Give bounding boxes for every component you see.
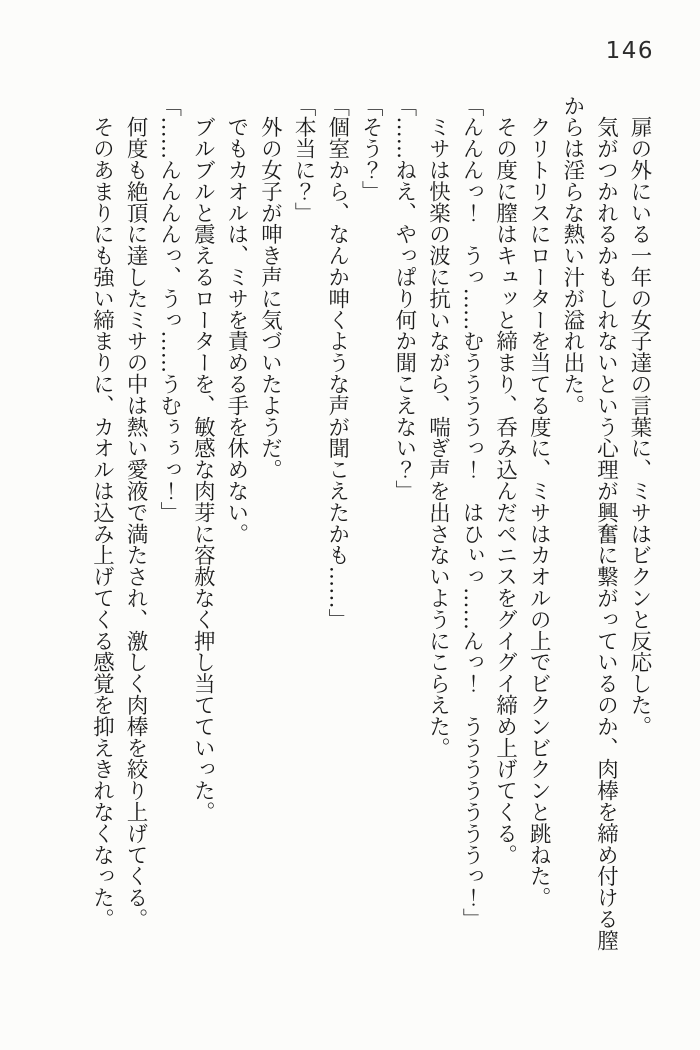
paragraph-narration: 扉の外にいる一年の女子達の言葉に、ミサはビクンと反応した。	[627, 95, 652, 737]
paragraph-dialogue: 「本当に？」	[291, 95, 317, 224]
paragraph-dialogue: 「んんんっ！ うっ……むううううっ！ はひぃっ……んっ！ うううううううっ！」	[459, 95, 485, 930]
paragraph-narration: クリトリスにローターを当てる度に、ミサはカオルの上でビクンビクンと跳ねた。	[526, 95, 552, 909]
paragraph-narration: 外の女子が呻き声に気づいたようだ。	[257, 95, 283, 481]
text-block	[84, 95, 656, 953]
paragraph-narration: 気がつかれるかもしれないという心理が興奮に繋がっているのか、肉棒を締め付ける膣からは淫らな熱い汁が溢れ出た。	[559, 95, 619, 951]
paragraph-dialogue: 「……んんんんっ、うっ……うむぅぅっ！」	[156, 95, 182, 523]
paragraph-narration: 何度も絶頂に達したミサの中は熱い愛液で満たされ、激しく肉棒を絞り上げてくる。	[123, 95, 149, 930]
paragraph-dialogue: 「……ねえ、やっぱり何か聞こえない？」	[391, 95, 417, 502]
paragraph-narration: でもカオルは、ミサを責める手を休めない。	[223, 95, 249, 545]
paragraph-narration: ブルブルと震えるローターを、敏感な肉芽に容赦なく押し当てていった。	[190, 95, 216, 823]
paragraph-dialogue: 「そう？」	[358, 95, 384, 202]
paragraph-narration: ミサは快楽の波に抗いながら、喘ぎ声を出さないようにこらえた。	[425, 95, 451, 759]
paragraph-narration: そのあまりにも強い締まりに、カオルは込み上げてくる感覚を抑えきれなくなった。	[89, 95, 115, 930]
paragraph-dialogue: 「個室から、なんか呻くような声が聞こえたかも……」	[324, 95, 350, 630]
page-number: 146	[605, 38, 654, 64]
paragraph-narration: その度に膣はキュッと締まり、呑み込んだペニスをグイグイ締め上げてくる。	[492, 95, 518, 866]
